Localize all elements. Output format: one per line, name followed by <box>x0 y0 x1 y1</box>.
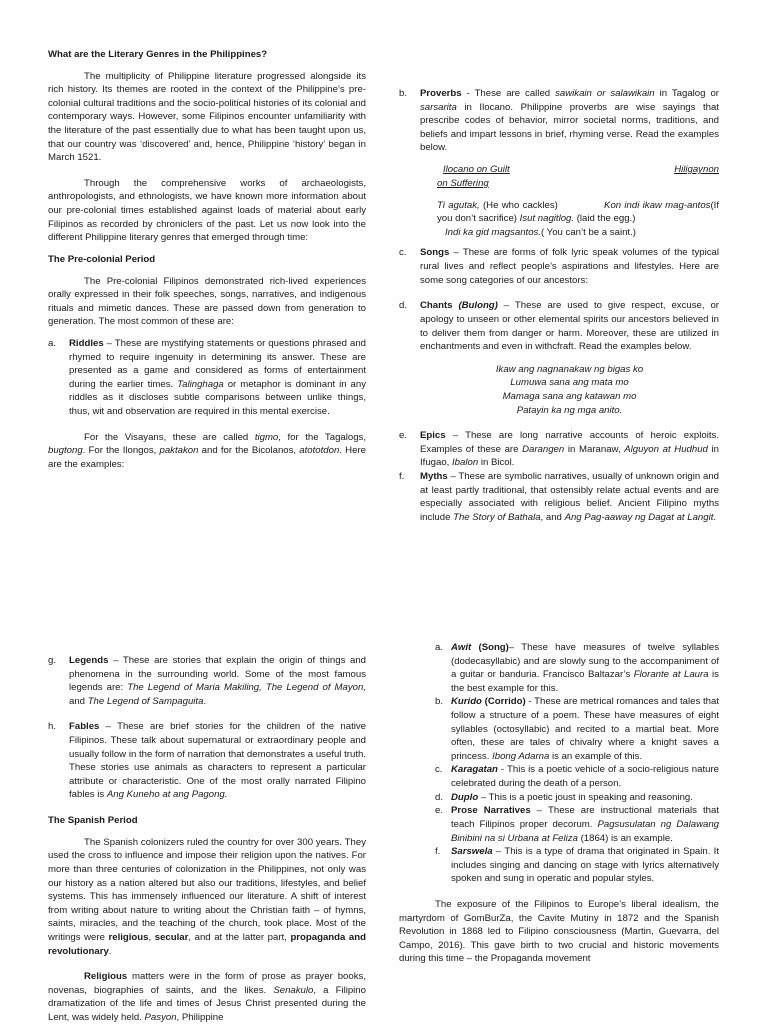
term: Proverbs <box>420 88 462 99</box>
spanish-paragraph: The Spanish colonizers ruled the country for over 300 years. They used the cross to influence and impose their religion upon the natives. For more than three centuries of colonization in the Philippines, not only was our history as a nation altered but also our traditions, lifestyles, and belief systems. This has immensely influenced our literature. A shift of interest from writing about nature to writing about the Christian faith – of hymns, saints, miracles, and the teaching of the church, took place. Most of the writings were religious, secular, and at the latter part, propaganda and revolutionary. <box>48 836 366 957</box>
list-marker: e. <box>399 430 408 442</box>
archaeology-paragraph: Through the comprehensive works of archaeologists, anthropologists, and ethnologists, we have known more information about our pre-colonial times established against loads of material about early Filipinos as recorded by chroniclers of the past. Let us now look into the different Philippine literary genres that emerged through time: <box>48 177 366 244</box>
proverb-example-lines: Ti agutak, (He who cackles) Kon indi ikaw mag-antos(If you don’t sacrifice) Isut nagitlog. (laid the egg.) <box>437 199 719 225</box>
page-heading: What are the Literary Genres in the Philippines? <box>48 49 268 60</box>
visayans-paragraph: For the Visayans, these are called tigmo, for the Tagalogs, bugtong. For the Ilongos, paktakon and for the Bicolanos, atototdon. Here are the examples: <box>48 431 367 470</box>
list-marker: c. <box>399 247 407 259</box>
term: Fables <box>69 721 100 733</box>
term: Chants <box>420 300 453 312</box>
list-marker: d. <box>435 791 444 803</box>
list-marker: a. <box>435 642 444 653</box>
chant-verse: Ikaw ang nagnanakaw ng bigas ko Lumuwa sana ang mata mo Mamaga sana ang katawan mo Patayin ka ng mga anito. <box>495 363 644 416</box>
songs-item: c. Songs – These are forms of folk lyric speak volumes of the typical rural lives and reflect people’s aspirations and lifestyles. Here are some song categories of our ancestors: <box>399 247 719 286</box>
list-marker: f. <box>399 471 405 483</box>
religious-paragraph: Religious matters were in the form of prose as prayer books, novenas, biographies of saints, and the likes. Senakulo, a Filipino dramatization of the life and times of Jesus Christ presented during the Lent, was widely held. Pasyon, Philippine <box>48 971 366 1024</box>
term: Kurido <box>451 696 482 708</box>
term: Sarswela <box>451 846 493 858</box>
spanish-heading: The Spanish Period <box>48 815 138 827</box>
precolonial-heading: The Pre-colonial Period <box>48 253 156 265</box>
myths-item: f. Myths – These are symbolic narratives, usually of unknown origin and at least partly traditional, that ostensibly relate actual events and are especially associated with religious belief. Ancient Filipino myths include The Story of Bathala, and Ang Pag-aaway ng Dagat at Langit. <box>399 471 719 523</box>
list-marker: f. <box>435 846 441 858</box>
list-marker: b. <box>435 696 444 708</box>
term: Songs <box>420 247 450 259</box>
exposure-paragraph: The exposure of the Filipinos to Europe’s liberal idealism, the martyrdom of GomBurZa, the Cavite Mutiny in 1872 and the Spanish Revolution in 1868 led to Filipino consciousness (Martin, Guevarra, del Campo, 2016). This gave birth to two crucial and historic movements during this time – the Propaganda movement <box>399 898 719 965</box>
riddles-item: a. Riddles – These are mystifying statements or questions phrased and rhymed to require ingenuity in determining its answer. These are presented as a game and considered as forms of entertainment during the earlier times. Talinghaga or metaphor is dominant in any riddles as it discloses subtle comparisons between unlike things, thus, wit and observation are required in this mental exercise. <box>48 337 366 418</box>
epics-item: e. Epics – These are long narrative accounts of heroic exploits. Examples of these are Darangen in Maranaw, Alguyon at Hudhud in Ifugao, Ibalon in Bicol. <box>399 430 719 469</box>
intro-paragraph: The multiplicity of Philippine literature progressed alongside its rich history. Its themes are rooted in the context of the Philippine’s pre-colonial cultural traditions and the socio-political histories of its colonial and contemporary ways. However, some Filipinos encounter unfamiliarity with the literature of the past essentially due to what has been taught upon us, that our country was ‘discovered’ and, hence, Philippine ‘history’ began in March 1521. <box>48 70 366 164</box>
duplo-item: d. Duplo – This is a poetic joust in speaking and reasoning. <box>435 791 693 803</box>
list-marker: g. <box>48 655 57 666</box>
example-header-hiligaynon: Hiligaynon <box>674 164 719 176</box>
term: Duplo <box>451 791 479 803</box>
karagatan-item: c. Karagatan - This is a poetic vehicle of a socio-religious nature celebrated during the death of a person. <box>435 764 719 790</box>
term: Karagatan <box>451 764 498 776</box>
awit-item: a. Awit (Song)– These have measures of twelve syllables (dodecasyllabic) and are slowly sung to the accompaniment of a guitar or banduria. Francisco Baltazar’s Florante at Laura is the best example for this. <box>435 642 719 694</box>
term: Epics <box>420 430 446 442</box>
fables-item: h. Fables – These are brief stories for the children of the native Filipinos. These talk about supernatural or extraordinary people and usually follow in the form of narration that demonstrates a useful truth. These stories use animals as characters to represent a particular attribute or characteristic. One of the most orally narrated Filipino fables is Ang Kuneho at ang Pagong. <box>48 721 366 801</box>
prose-narratives-item: e. Prose Narratives – These are instructional materials that teach Filipinos proper decorum. Pagsusulatan ng Dalawang Binibini na si Urbana at Feliza (1864) is an example. <box>435 805 720 844</box>
legends-item: g. Legends – These are stories that explain the origin of things and phenomena in the surrounding world. Some of the most famous legends are: The Legend of Maria Makiling, The Legend of Mayon, and The Legend of Sampaguita. <box>48 655 366 707</box>
list-marker: c. <box>435 764 443 776</box>
list-marker: a. <box>48 337 57 349</box>
top-left-column <box>48 48 366 471</box>
example-header-suffering: on Suffering <box>437 178 489 190</box>
bottom-right-column <box>399 641 719 966</box>
list-marker: d. <box>399 300 408 312</box>
chants-item: d. Chants (Bulong) – These are used to give respect, excuse, or apology to unseen or other elemental spirits our ancestors believed in to deliver them from danger or harm. Moreover, these are utilized in enchantments and even in withcfraft. Read the examples below. <box>399 300 719 353</box>
kurido-item: b. Kurido (Corrido) - These are metrical romances and tales that follow a structure of a poem. These have measures of eight syllables (octosyllabic) and recited to a martial beat. More often, these are tales of chivalry where a knight saves a princess. Ibong Adarna is an example of this. <box>435 696 719 762</box>
term: Riddles <box>69 337 104 349</box>
term: Prose Narratives <box>451 805 531 817</box>
example-header-ilocano: Ilocano on Guilt <box>443 164 510 176</box>
term: Legends <box>69 655 109 666</box>
sarswela-item: f. Sarswela – This is a type of drama that originated in Spain. It includes singing and dancing on stage with lyrics alternatively spoken and sung in operatic and popular styles. <box>435 846 719 885</box>
precolonial-paragraph: The Pre-colonial Filipinos demonstrated rich-lived experiences orally expressed in their folk speeches, songs, narratives, and indigenous rituals and mimetic dances. These are passed down from generation to generation. The most common of these are: <box>48 275 366 328</box>
proverbs-item: b. Proverbs - These are called sawikain or salawikain in Tagalog or sarsarita in Ilocano. Philippine proverbs are wise sayings that prescribe codes of behavior, mirror societal norms, traditions, and beliefs and impart lessons in brief, rhyming verse. Read the examples below. <box>399 88 719 154</box>
top-right-column <box>399 87 719 524</box>
list-marker: h. <box>48 721 57 733</box>
list-marker: b. <box>399 88 408 99</box>
term: Myths <box>420 471 448 483</box>
proverb-examples: Ilocano on Guilt Hiligaynon on Suffering Ti agutak, (He who cackles) Kon indi ikaw mag-antos(If you don’t sacrifice) Isut nagitlog. (laid the egg.) Indi ka gid magsantos.( You can’t be a saint.) <box>437 164 719 238</box>
list-marker: e. <box>435 805 444 817</box>
bottom-left-column <box>48 654 366 1025</box>
term: Awit <box>451 642 472 653</box>
